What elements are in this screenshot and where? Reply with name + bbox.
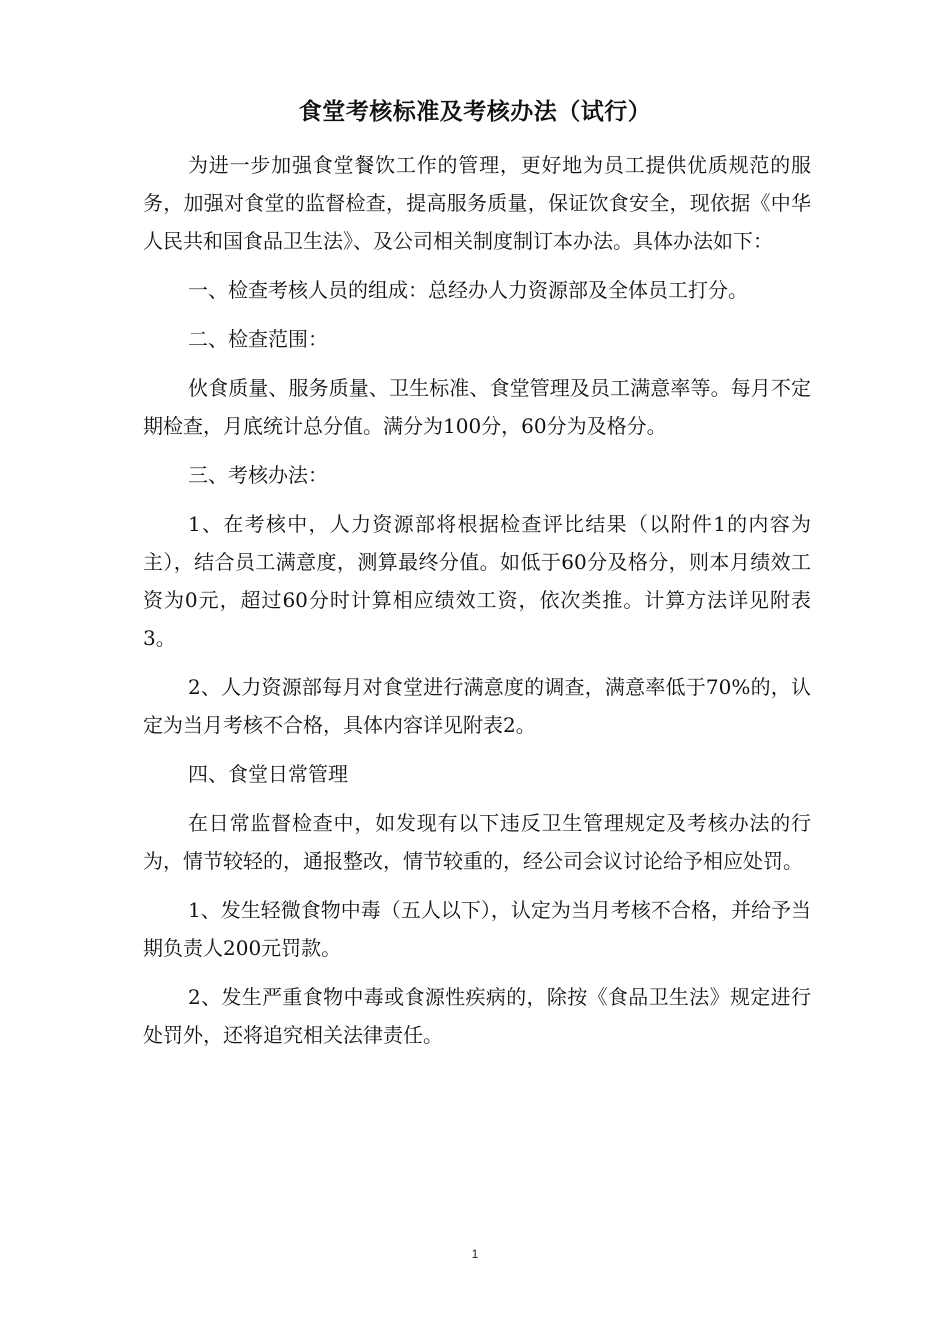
section-heading-daily-management: 四、食堂日常管理 (188, 762, 348, 786)
paragraph-penalty-1: 1、发生轻微食物中毒（五人以下），认定为当月考核不合格，并给予当期负责人200元罚款。 (143, 898, 811, 960)
section-heading-method: 三、考核办法： (188, 463, 328, 487)
document-body (143, 146, 811, 1065)
paragraph-scope: 伙食质量、服务质量、卫生标准、食堂管理及员工满意率等。每月不定期检查，月底统计总分值。满分为100分，60分为及格分。 (143, 376, 811, 438)
paragraph-method-1: 1、在考核中，人力资源部将根据检查评比结果（以附件1的内容为主），结合员工满意度，测算最终分值。如低于60分及格分，则本月绩效工资为0元，超过60分时计算相应绩效工资，依次类推。计算方法详见附表3。 (143, 512, 811, 650)
page-number: 1 (471, 1247, 479, 1261)
document-title: 食堂考核标准及考核办法（试行） (298, 99, 652, 125)
paragraph-intro: 为进一步加强食堂餐饮工作的管理，更好地为员工提供优质规范的服务，加强对食堂的监督检查，提高服务质量，保证饮食安全，现依据《中华人民共和国食品卫生法》、及公司相关制度制订本办法。具体办法如下： (143, 153, 811, 253)
section-heading-scope: 二、检查范围： (188, 327, 328, 351)
section-heading-personnel: 一、检查考核人员的组成：总经办人力资源部及全体员工打分。 (188, 278, 748, 302)
paragraph-penalty-2: 2、发生严重食物中毒或食源性疾病的，除按《食品卫生法》规定进行处罚外，还将追究相关法律责任。 (143, 985, 811, 1047)
paragraph-method-2: 2、人力资源部每月对食堂进行满意度的调查，满意率低于70%的，认定为当月考核不合格，具体内容详见附表2。 (143, 675, 811, 737)
paragraph-daily-management: 在日常监督检查中，如发现有以下违反卫生管理规定及考核办法的行为，情节较轻的，通报整改，情节较重的，经公司会议讨论给予相应处罚。 (143, 811, 811, 873)
